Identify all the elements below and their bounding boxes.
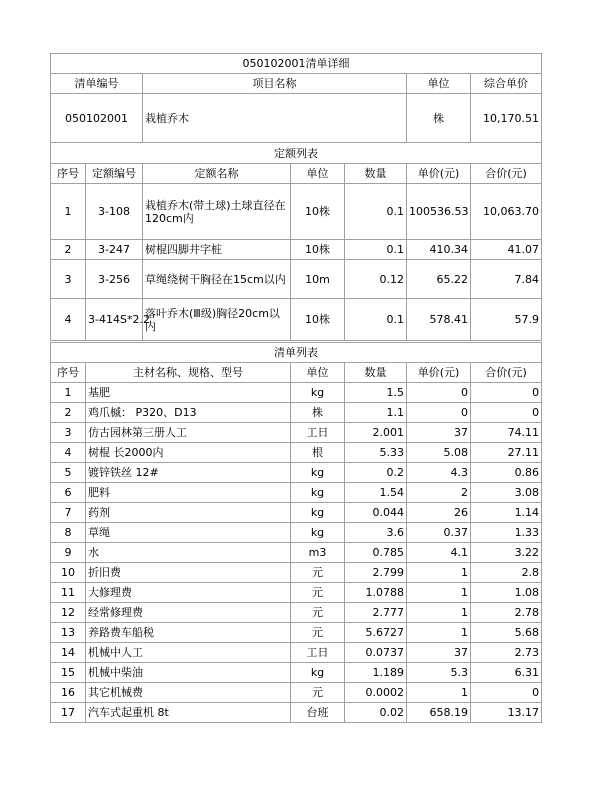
quota-col-unit: 单位 [291, 164, 345, 184]
material-total: 0 [471, 403, 542, 423]
material-total: 27.11 [471, 443, 542, 463]
item-unit: 株 [407, 94, 471, 143]
material-qty: 2.777 [345, 603, 407, 623]
quota-col-total: 合价(元) [471, 164, 542, 184]
item-price: 10,170.51 [471, 94, 542, 143]
col-header-name: 项目名称 [143, 74, 407, 94]
material-name: 汽车式起重机 8t [86, 703, 291, 723]
material-total: 2.78 [471, 603, 542, 623]
material-unit: m3 [291, 543, 345, 563]
material-price: 37 [407, 423, 471, 443]
material-no: 15 [51, 663, 86, 683]
material-total: 2.73 [471, 643, 542, 663]
quota-no: 3 [51, 260, 86, 299]
material-total: 3.22 [471, 543, 542, 563]
material-price: 658.19 [407, 703, 471, 723]
material-qty: 1.5 [345, 383, 407, 403]
material-no: 4 [51, 443, 86, 463]
item-name: 栽植乔木 [143, 94, 407, 143]
material-total: 0.86 [471, 463, 542, 483]
material-no: 2 [51, 403, 86, 423]
material-name: 机械中人工 [86, 643, 291, 663]
material-name: 水 [86, 543, 291, 563]
material-no: 5 [51, 463, 86, 483]
material-name: 镀锌铁丝 12# [86, 463, 291, 483]
material-no: 17 [51, 703, 86, 723]
material-qty: 3.6 [345, 523, 407, 543]
material-qty: 0.2 [345, 463, 407, 483]
quota-unit: 10株 [291, 299, 345, 341]
material-qty: 5.33 [345, 443, 407, 463]
material-no: 3 [51, 423, 86, 443]
quota-name: 落叶乔木(Ⅲ级)胸径20cm以内 [143, 299, 291, 341]
material-total: 1.33 [471, 523, 542, 543]
material-total: 5.68 [471, 623, 542, 643]
col-header-code: 清单编号 [51, 74, 143, 94]
quota-col-no: 序号 [51, 164, 86, 184]
material-total: 74.11 [471, 423, 542, 443]
quota-name: 草绳绕树干胸径在15cm以内 [143, 260, 291, 299]
quota-code: 3-108 [86, 184, 143, 240]
material-no: 1 [51, 383, 86, 403]
material-row [51, 483, 542, 503]
material-qty: 0.02 [345, 703, 407, 723]
material-no: 12 [51, 603, 86, 623]
material-qty: 2.799 [345, 563, 407, 583]
material-name: 树棍 长2000内 [86, 443, 291, 463]
material-qty: 2.001 [345, 423, 407, 443]
quota-code: 3-256 [86, 260, 143, 299]
quota-col-name: 定额名称 [143, 164, 291, 184]
mat-col-unit: 单位 [291, 363, 345, 383]
detail-table [50, 53, 542, 341]
material-row [51, 683, 542, 703]
material-no: 11 [51, 583, 86, 603]
material-qty: 5.6727 [345, 623, 407, 643]
material-unit: kg [291, 483, 345, 503]
material-row [51, 623, 542, 643]
material-unit: 元 [291, 563, 345, 583]
quota-price: 410.34 [407, 240, 471, 260]
material-price: 1 [407, 563, 471, 583]
material-name: 鸡爪槭： P320、D13 [86, 403, 291, 423]
material-unit: 元 [291, 603, 345, 623]
material-name: 大修理费 [86, 583, 291, 603]
material-price: 0.37 [407, 523, 471, 543]
material-no: 8 [51, 523, 86, 543]
material-price: 1 [407, 623, 471, 643]
material-name: 机械中柴油 [86, 663, 291, 683]
material-price: 1 [407, 683, 471, 703]
material-price: 0 [407, 403, 471, 423]
material-row [51, 523, 542, 543]
material-unit: kg [291, 503, 345, 523]
material-unit: 工日 [291, 643, 345, 663]
quota-price: 100536.53 [407, 184, 471, 240]
material-qty: 1.54 [345, 483, 407, 503]
material-total: 0 [471, 383, 542, 403]
material-total: 3.08 [471, 483, 542, 503]
material-name: 折旧费 [86, 563, 291, 583]
material-row [51, 503, 542, 523]
material-price: 5.3 [407, 663, 471, 683]
material-no: 14 [51, 643, 86, 663]
quota-price: 65.22 [407, 260, 471, 299]
mat-col-price: 单价(元) [407, 363, 471, 383]
material-qty: 0.0002 [345, 683, 407, 703]
material-row [51, 663, 542, 683]
material-name: 肥料 [86, 483, 291, 503]
quota-no: 1 [51, 184, 86, 240]
quota-qty: 0.12 [345, 260, 407, 299]
quota-col-price: 单价(元) [407, 164, 471, 184]
material-unit: kg [291, 463, 345, 483]
material-row [51, 463, 542, 483]
material-row [51, 443, 542, 463]
quota-total: 7.84 [471, 260, 542, 299]
material-name: 药剂 [86, 503, 291, 523]
quota-no: 2 [51, 240, 86, 260]
quota-qty: 0.1 [345, 184, 407, 240]
quota-section-title: 定额列表 [51, 143, 542, 164]
material-unit: kg [291, 663, 345, 683]
quota-price: 578.41 [407, 299, 471, 341]
quota-col-code: 定额编号 [86, 164, 143, 184]
material-name: 其它机械费 [86, 683, 291, 703]
material-no: 6 [51, 483, 86, 503]
material-no: 7 [51, 503, 86, 523]
quota-name: 栽植乔木(带土球)土球直径在120cm内 [143, 184, 291, 240]
col-header-unit: 单位 [407, 74, 471, 94]
material-row [51, 703, 542, 723]
material-name: 基肥 [86, 383, 291, 403]
material-unit: 台班 [291, 703, 345, 723]
quota-name: 树棍四脚井字桩 [143, 240, 291, 260]
material-unit: 工日 [291, 423, 345, 443]
material-price: 5.08 [407, 443, 471, 463]
materials-table [50, 342, 542, 723]
material-qty: 0.785 [345, 543, 407, 563]
material-no: 13 [51, 623, 86, 643]
material-name: 草绳 [86, 523, 291, 543]
material-row [51, 643, 542, 663]
col-header-price: 综合单价 [471, 74, 542, 94]
material-row [51, 583, 542, 603]
material-qty: 0.0737 [345, 643, 407, 663]
quota-row [51, 299, 542, 341]
material-unit: 株 [291, 403, 345, 423]
quota-code: 3-414S*2.2 [86, 299, 143, 341]
material-row [51, 403, 542, 423]
quota-code: 3-247 [86, 240, 143, 260]
material-price: 4.1 [407, 543, 471, 563]
material-unit: 元 [291, 683, 345, 703]
mat-col-name: 主材名称、规格、型号 [86, 363, 291, 383]
material-unit: 根 [291, 443, 345, 463]
material-price: 4.3 [407, 463, 471, 483]
material-name: 养路费车船税 [86, 623, 291, 643]
material-price: 2 [407, 483, 471, 503]
material-unit: 元 [291, 583, 345, 603]
quota-total: 57.9 [471, 299, 542, 341]
material-qty: 0.044 [345, 503, 407, 523]
material-row [51, 383, 542, 403]
quota-row [51, 260, 542, 299]
materials-section-title: 清单列表 [51, 343, 542, 363]
material-no: 10 [51, 563, 86, 583]
material-total: 0 [471, 683, 542, 703]
quota-row [51, 184, 542, 240]
quota-unit: 10m [291, 260, 345, 299]
quota-qty: 0.1 [345, 299, 407, 341]
material-price: 1 [407, 603, 471, 623]
material-unit: kg [291, 383, 345, 403]
table-title: 050102001清单详细 [51, 54, 542, 74]
mat-col-total: 合价(元) [471, 363, 542, 383]
quota-total: 10,063.70 [471, 184, 542, 240]
quota-row [51, 240, 542, 260]
material-row [51, 423, 542, 443]
material-total: 6.31 [471, 663, 542, 683]
material-unit: 元 [291, 623, 345, 643]
material-total: 2.8 [471, 563, 542, 583]
material-price: 1 [407, 583, 471, 603]
material-qty: 1.0788 [345, 583, 407, 603]
material-total: 1.14 [471, 503, 542, 523]
quota-unit: 10株 [291, 240, 345, 260]
material-qty: 1.1 [345, 403, 407, 423]
material-no: 16 [51, 683, 86, 703]
material-no: 9 [51, 543, 86, 563]
quota-qty: 0.1 [345, 240, 407, 260]
item-code: 050102001 [51, 94, 143, 143]
quota-no: 4 [51, 299, 86, 341]
quota-col-qty: 数量 [345, 164, 407, 184]
material-row [51, 603, 542, 623]
material-total: 13.17 [471, 703, 542, 723]
material-price: 0 [407, 383, 471, 403]
material-total: 1.08 [471, 583, 542, 603]
material-name: 仿古园林第三册人工 [86, 423, 291, 443]
material-unit: kg [291, 523, 345, 543]
mat-col-no: 序号 [51, 363, 86, 383]
material-qty: 1.189 [345, 663, 407, 683]
material-name: 经常修理费 [86, 603, 291, 623]
quota-unit: 10株 [291, 184, 345, 240]
material-row [51, 563, 542, 583]
material-row [51, 543, 542, 563]
mat-col-qty: 数量 [345, 363, 407, 383]
material-price: 26 [407, 503, 471, 523]
material-price: 37 [407, 643, 471, 663]
quota-total: 41.07 [471, 240, 542, 260]
